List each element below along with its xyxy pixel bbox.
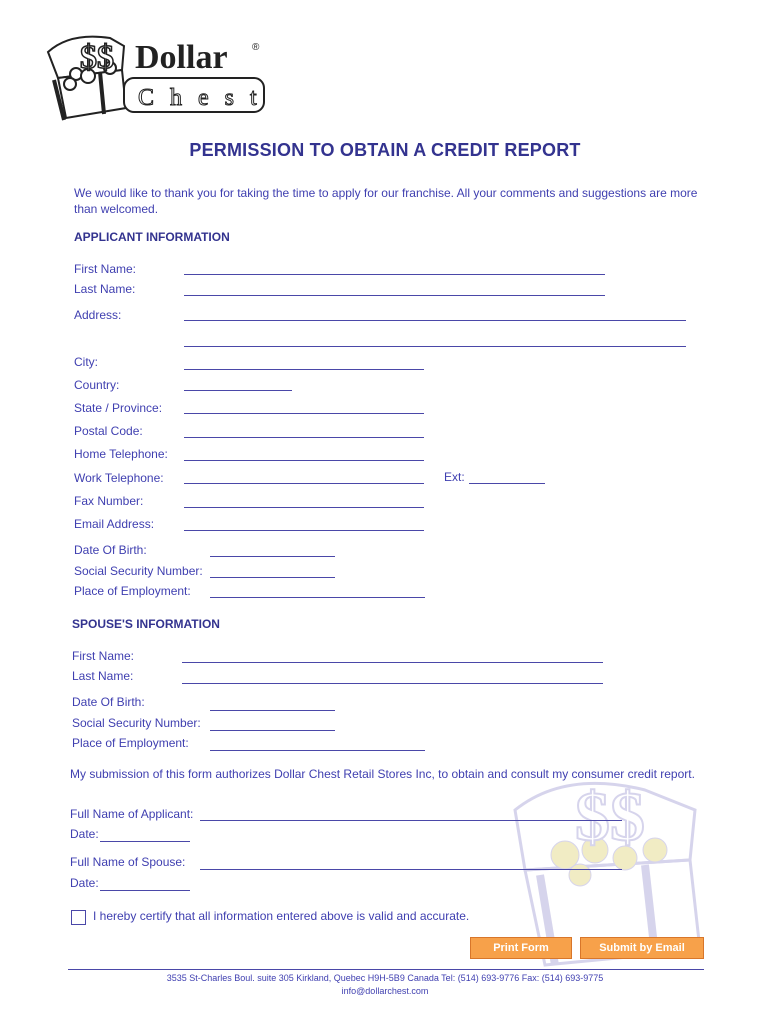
spouse-full-name-field[interactable] (200, 869, 622, 870)
spouse-first-name-field[interactable] (182, 662, 603, 663)
applicant-employment-field[interactable] (210, 597, 425, 598)
footer-address: 3535 St-Charles Boul. suite 305 Kirkland, Quebec H9H-5B9 Canada Tel: (514) 693-9776 Fax: (514) 693-9775 (166, 973, 604, 983)
applicant-date-field[interactable] (100, 841, 190, 842)
spouse-ssn-input[interactable] (210, 719, 335, 733)
applicant-country-label: Country: (74, 378, 120, 392)
applicant-address-label: Address: (74, 308, 122, 322)
spouse-section-heading: SPOUSE'S INFORMATION (72, 617, 220, 631)
spouse-last-name-field[interactable] (182, 683, 603, 684)
applicant-employment-label: Place of Employment: (74, 584, 191, 598)
applicant-dob-input[interactable] (210, 545, 335, 559)
applicant-email-label: Email Address: (74, 517, 155, 531)
svg-text:$$: $$ (575, 779, 645, 856)
applicant-home-tel-field[interactable] (184, 460, 424, 461)
applicant-fax-input[interactable] (184, 496, 424, 510)
applicant-ssn-field[interactable] (210, 577, 335, 578)
treasure-chest-icon (40, 30, 280, 125)
spouse-date-label: Date: (70, 876, 99, 890)
applicant-postal-field[interactable] (184, 437, 424, 438)
applicant-email-input[interactable] (184, 519, 424, 533)
applicant-city-field[interactable] (184, 369, 424, 370)
applicant-last-name-input[interactable] (184, 284, 605, 298)
spouse-dob-field[interactable] (210, 710, 335, 711)
applicant-work-tel-label: Work Telephone: (74, 471, 164, 485)
applicant-home-tel-input[interactable] (184, 449, 424, 463)
applicant-address-input-2[interactable] (184, 335, 686, 349)
applicant-city-label: City: (74, 355, 98, 369)
spouse-full-name-label: Full Name of Spouse: (70, 855, 186, 869)
spouse-last-name-input[interactable] (182, 672, 603, 686)
applicant-state-label: State / Province: (74, 401, 163, 415)
applicant-state-field[interactable] (184, 413, 424, 414)
applicant-first-name-label: First Name: (74, 262, 137, 276)
spouse-employment-label: Place of Employment: (72, 736, 189, 750)
applicant-full-name-input[interactable] (200, 809, 622, 823)
applicant-first-name-input[interactable] (184, 263, 605, 277)
applicant-fax-label: Fax Number: (74, 494, 144, 508)
certify-label: I hereby certify that all information entered above is valid and accurate. (93, 909, 470, 923)
spouse-ssn-field[interactable] (210, 730, 335, 731)
svg-text:Dollar: Dollar (135, 39, 228, 76)
spouse-date-field[interactable] (100, 890, 190, 891)
applicant-ext-input[interactable] (469, 472, 545, 486)
applicant-email-field[interactable] (184, 530, 424, 531)
spouse-first-name-label: First Name: (72, 649, 135, 663)
applicant-ssn-label: Social Security Number: (74, 564, 203, 578)
spouse-last-name-label: Last Name: (72, 669, 134, 683)
applicant-postal-label: Postal Code: (74, 424, 143, 438)
applicant-address-input-1[interactable] (184, 309, 686, 323)
applicant-address-field-1[interactable] (184, 320, 686, 321)
print-form-button[interactable]: Print Form (470, 937, 572, 959)
spouse-full-name-input[interactable] (200, 858, 622, 872)
applicant-dob-label: Date Of Birth: (74, 543, 147, 557)
submit-email-button[interactable]: Submit by Email (580, 937, 704, 959)
page-title: PERMISSION TO OBTAIN A CREDIT REPORT (189, 140, 581, 160)
spouse-employment-field[interactable] (210, 750, 425, 751)
applicant-last-name-field[interactable] (184, 295, 605, 296)
svg-text:Chest: Chest (138, 85, 273, 111)
applicant-date-input[interactable] (100, 830, 190, 844)
footer-email-link[interactable]: info@dollarchest.com (341, 986, 429, 996)
applicant-full-name-label: Full Name of Applicant: (70, 807, 194, 821)
applicant-section-heading: APPLICANT INFORMATION (74, 230, 230, 244)
intro-text: We would like to thank you for taking the time to apply for our franchise. All your comments and suggestions are more than welcomed. (74, 186, 698, 216)
applicant-address-field-2[interactable] (184, 346, 686, 347)
applicant-fax-field[interactable] (184, 507, 424, 508)
spouse-first-name-input[interactable] (182, 651, 603, 665)
applicant-work-tel-input[interactable] (184, 472, 424, 486)
applicant-ext-label: Ext: (444, 470, 465, 484)
spouse-dob-label: Date Of Birth: (72, 695, 145, 709)
spouse-dob-input[interactable] (210, 699, 335, 713)
certify-checkbox[interactable] (71, 910, 86, 925)
dollar-chest-logo (40, 30, 280, 125)
applicant-country-field[interactable] (184, 390, 292, 391)
applicant-full-name-field[interactable] (200, 820, 622, 821)
applicant-country-input[interactable] (184, 379, 292, 393)
svg-text:$$: $$ (80, 39, 114, 76)
spouse-date-input[interactable] (100, 879, 190, 893)
applicant-ext-field[interactable] (469, 483, 545, 484)
spouse-ssn-label: Social Security Number: (72, 716, 201, 730)
applicant-home-tel-label: Home Telephone: (74, 447, 168, 461)
spouse-employment-input[interactable] (210, 739, 425, 753)
applicant-state-input[interactable] (184, 402, 424, 416)
applicant-date-label: Date: (70, 827, 99, 841)
applicant-postal-input[interactable] (184, 426, 424, 440)
applicant-work-tel-field[interactable] (184, 483, 424, 484)
applicant-last-name-label: Last Name: (74, 282, 136, 296)
authorization-text: My submission of this form authorizes Dollar Chest Retail Stores Inc, to obtain and consult my consumer credit report. (70, 767, 695, 781)
applicant-employment-input[interactable] (210, 586, 425, 600)
applicant-first-name-field[interactable] (184, 274, 605, 275)
applicant-ssn-input[interactable] (210, 566, 335, 580)
applicant-dob-field[interactable] (210, 556, 335, 557)
applicant-city-input[interactable] (184, 358, 424, 372)
svg-text:®: ® (252, 42, 260, 53)
footer-divider (68, 969, 704, 970)
